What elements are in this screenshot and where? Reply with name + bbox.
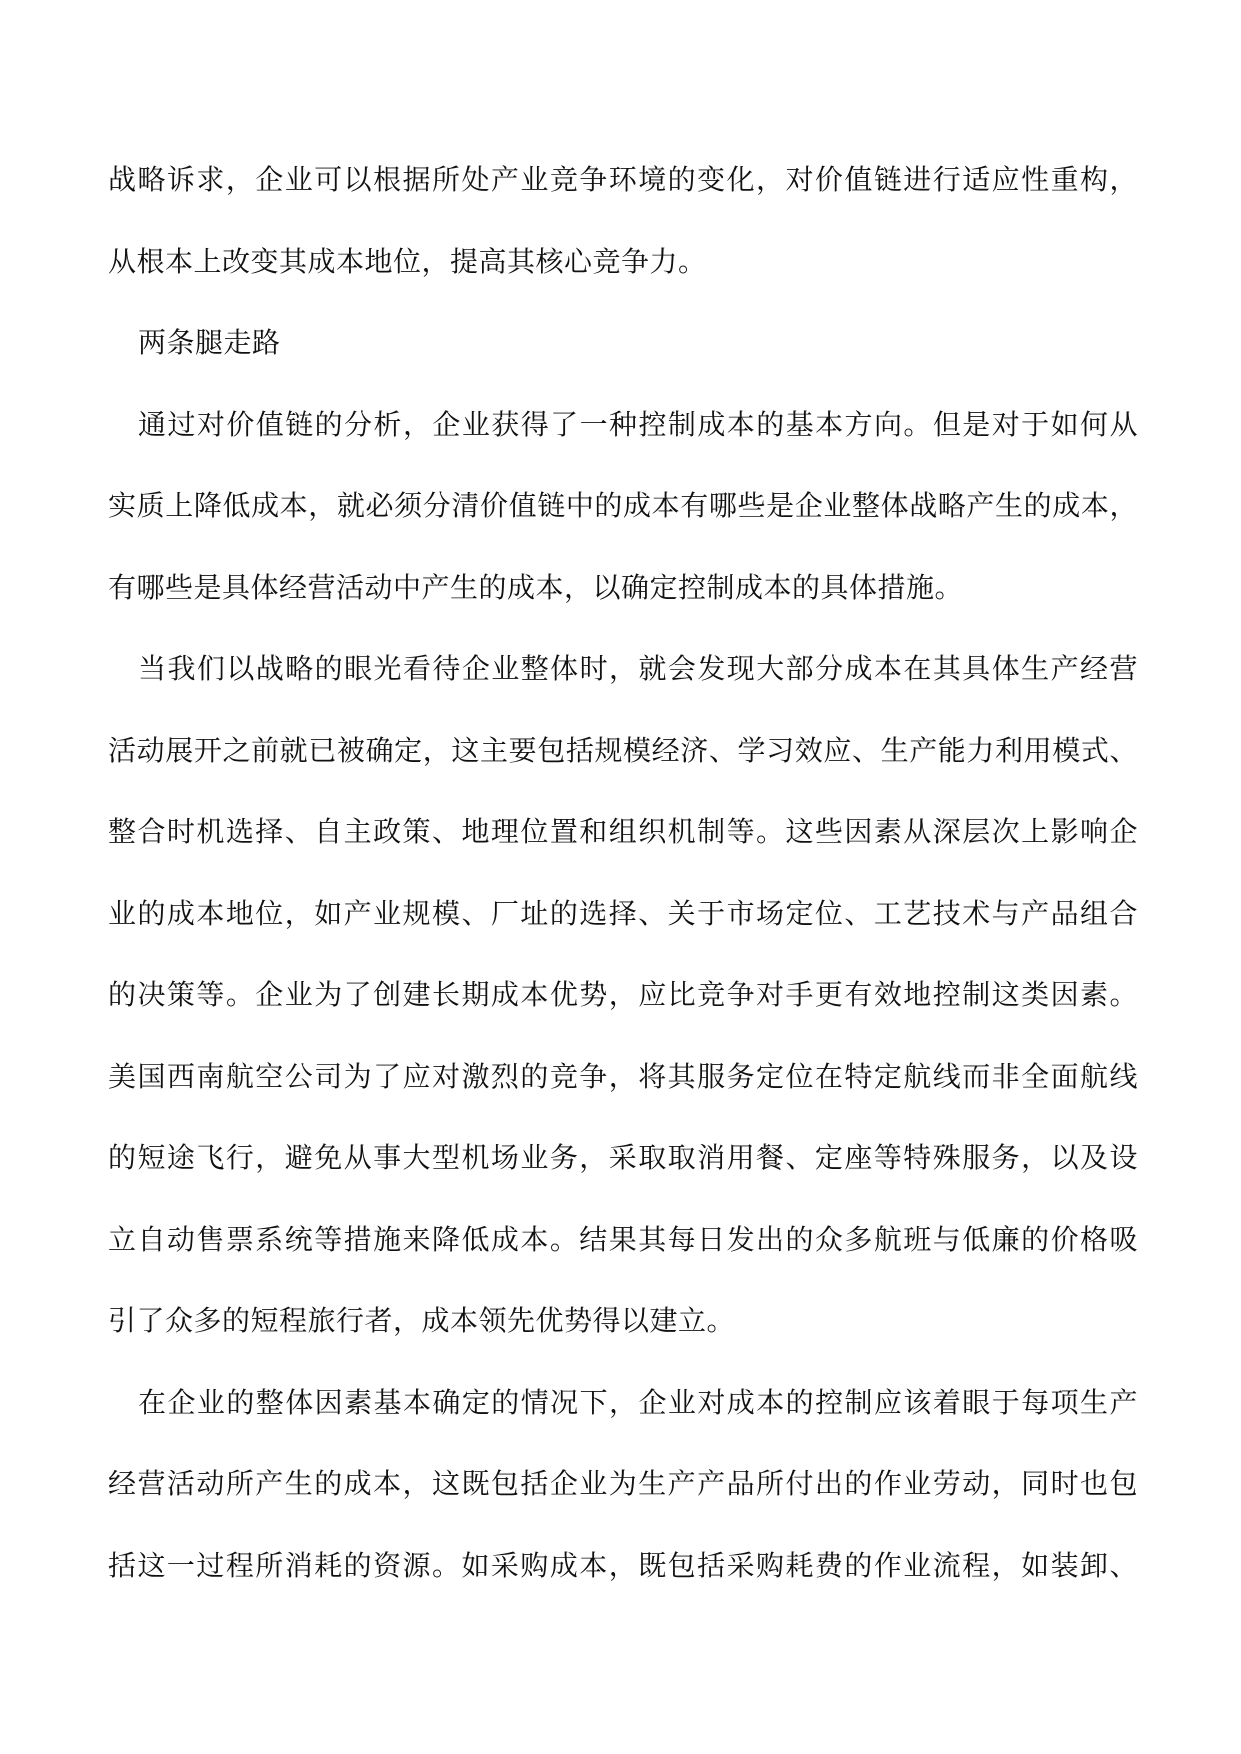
text-line: 美国西南航空公司为了应对激烈的竞争，将其服务定位在特定航线而非全面航线 [108,1059,1138,1093]
text-line: 有哪些是具体经营活动中产生的成本，以确定控制成本的具体措施。 [108,570,964,604]
text-line: 引了众多的短程旅行者，成本领先优势得以建立。 [108,1304,736,1337]
text-line: 从根本上改变其成本地位，提高其核心竞争力。 [108,244,707,278]
text-line: 在企业的整体因素基本确定的情况下，企业对成本的控制应该着眼于每项生产 [138,1385,1138,1419]
text-line: 立自动售票系统等措施来降低成本。结果其每日发出的众多航班与低廉的价格吸 [108,1222,1138,1256]
text-line: 战略诉求，企业可以根据所处产业竞争环境的变化，对价值链进行适应性重构， [108,163,1138,196]
text-line: 业的成本地位，如产业规模、厂址的选择、关于市场定位、工艺技术与产品组合 [108,896,1138,930]
section-heading: 两条腿走路 [138,326,281,359]
text-line: 经营活动所产生的成本，这既包括企业为生产产品所付出的作业劳动，同时也包 [108,1467,1138,1500]
text-line: 当我们以战略的眼光看待企业整体时，就会发现大部分成本在其具体生产经营 [138,652,1138,685]
body-text [108,162,1138,1629]
text-line: 通过对价值链的分析，企业获得了一种控制成本的基本方向。但是对于如何从 [138,407,1138,441]
text-line: 整合时机选择、自主政策、地理位置和组织机制等。这些因素从深层次上影响企 [108,815,1138,848]
text-line: 活动展开之前就已被确定，这主要包括规模经济、学习效应、生产能力利用模式、 [108,733,1138,767]
text-line: 的短途飞行，避免从事大型机场业务，采取取消用餐、定座等特殊服务，以及设 [108,1141,1138,1174]
text-line: 括这一过程所消耗的资源。如采购成本，既包括采购耗费的作业流程，如装卸、 [108,1548,1138,1582]
text-line: 的决策等。企业为了创建长期成本优势，应比竞争对手更有效地控制这类因素。 [108,978,1138,1011]
text-line: 实质上降低成本，就必须分清价值链中的成本有哪些是企业整体战略产生的成本， [108,489,1138,522]
